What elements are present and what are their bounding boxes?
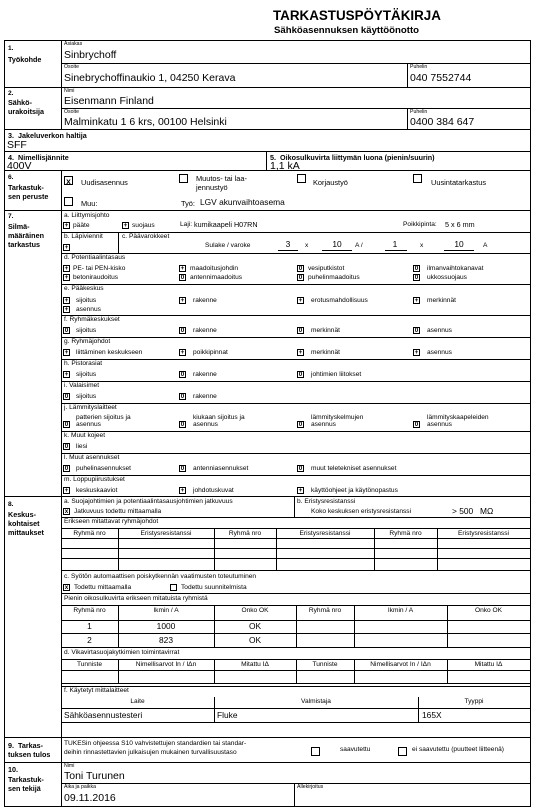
s7a-paate-label: pääte (73, 222, 90, 229)
s2-address-value: Malminkatu 1 6 krs, 00100 Helsinki (64, 116, 227, 128)
s7g-installation-label: asennus (427, 349, 452, 356)
s8b-title: b. Eristysresistanssi (297, 498, 356, 505)
s7d-water-pipes-label: vesiputkistot (308, 265, 345, 272)
s1-address-value: Sinebrychoffinaukio 1, 04250 Kerava (64, 72, 236, 84)
s7m-wiring-label: johdotuskuvat (193, 487, 234, 494)
s7j-heating-film-checkbox[interactable]: 0 (298, 421, 303, 428)
page-subtitle: Sähköasennuksen käyttöönotto (274, 25, 419, 36)
s7g-cross-section-label: poikkipinnat (193, 349, 228, 356)
s7d-pe-checkbox[interactable]: + (64, 265, 69, 272)
basis-modification-checkbox[interactable] (179, 174, 188, 183)
instr-type-value: 165X (422, 710, 442, 720)
s7l-phone-checkbox[interactable]: 0 (64, 465, 69, 472)
instr-head-type: Tyyppi (464, 698, 484, 705)
s2-number: 2. (8, 90, 14, 97)
s7c-title: c. Päävarokkeet (122, 233, 170, 240)
sc-row1-group: 1 (87, 621, 92, 631)
s7c-a1: A / (355, 242, 363, 249)
s7d-title: d. Potentiaalintasaus (64, 254, 126, 261)
sc-head-ik-1: Ikmin / A (153, 607, 179, 614)
s7d-earth-conductor-label: maadoitusjohdin (190, 265, 239, 272)
s7f-structure-label: rakenne (193, 327, 217, 334)
basis-new-install-label: Uudisasennus (81, 178, 128, 187)
basis-modification-label-l2: jennustyö (196, 183, 228, 192)
result-achieved-checkbox[interactable] (311, 747, 320, 756)
contractor-name-value: Eisenmann Finland (64, 95, 154, 107)
s7l-title: l. Muut asennukset (64, 454, 120, 461)
s7a-laji-label: Laji: (180, 221, 193, 228)
s7d-lightning-label: ukkossuojaus (427, 274, 467, 281)
s8b-value: > 500 (452, 506, 474, 516)
s7k-stove-label: liesi (76, 443, 88, 450)
short-circuit-title: Pienin oikosulkuvirta erikseen mitatuista ryhmistä (64, 595, 208, 602)
s7d-phone-earth-label: puhelinmaadoitus (308, 274, 360, 281)
s2-address-label: Osoite (64, 109, 79, 115)
s5-label: Oikosulkuvirta liittymän luona (pienin/suurin) (280, 153, 435, 162)
s8b-label: Koko keskuksen eristysresistanssi (311, 508, 412, 515)
s8-label-l1: Keskus- (8, 510, 36, 519)
s7l-phone-label: puhelinasennukset (76, 465, 131, 472)
s8c-measured-checkbox[interactable]: x (64, 584, 69, 591)
basis-reinspection-label: Uusintatarkastus (431, 178, 487, 187)
s8a-title: a. Suojajohtimien ja potentiaalintasausjohtimien jatkuvuus (64, 498, 233, 505)
sc-row2-ok: OK (248, 635, 262, 645)
s7m-manuals-checkbox[interactable]: + (298, 487, 303, 494)
result-achieved-label: saavutettu (340, 746, 371, 753)
s7a-laji-value: kumikaapeli H07RN (194, 220, 258, 229)
s7j-title: j. Lämmityslaitteet (64, 404, 117, 411)
s7e-markings-checkbox[interactable]: + (414, 297, 419, 304)
page-title: TARKASTUSPÖYTÄKIRJA (273, 8, 441, 23)
s10-number: 10. (8, 765, 18, 774)
rcd-head-id-1: Tunniste (76, 661, 103, 668)
s7j-sauna-label-l1: kiukaan sijoitus ja (193, 414, 245, 421)
ins-head-resistance-2: Eristysresistanssi (299, 530, 351, 537)
s7h-location-checkbox[interactable]: + (64, 371, 69, 378)
s7c-x2: x (420, 242, 424, 249)
s8-label-l2: kohtaiset (8, 519, 40, 528)
rcd-head-measured-2: Mitattu IΔ (474, 661, 503, 668)
s8b-unit: MΩ (480, 506, 494, 516)
s7c-v2: 10 (332, 239, 342, 249)
s8f-title: f. Käytetyt mittalaitteet (64, 687, 129, 694)
s5-value: 1,1 kA (270, 160, 300, 172)
ins-head-group-2: Ryhmä nro (228, 530, 262, 537)
s3-label: Jakeluverkon haltija (18, 131, 87, 140)
s4-label: Nimellisjännite (18, 153, 69, 162)
s2-phone-value: 0400 384 647 (410, 116, 475, 128)
s7d-ventilation-checkbox[interactable]: 0 (414, 265, 419, 272)
s7d-earth-conductor-checkbox[interactable]: + (180, 265, 185, 272)
basis-other-label: Muu: (81, 199, 98, 208)
s8c-title: c. Syötön automaattisen poiskytkennän vaatimusten toteutuminen (64, 573, 257, 580)
s7a-suojaus-label: suojaus (132, 222, 155, 229)
s7m-diagrams-label: keskuskaaviot (76, 487, 118, 494)
s7e-title: e. Pääkeskus (64, 285, 104, 292)
s7d-rebar-label: betoniraudoitus (73, 274, 119, 281)
work-value: LGV akunvaihtoasema (200, 197, 285, 207)
s7g-markings-label: merkinnät (311, 349, 340, 356)
s6-number: 6. (8, 174, 14, 181)
s7i-structure-label: rakenne (193, 393, 217, 400)
rcd-head-rating-2: Nimellisarvot In / IΔn (370, 661, 431, 668)
date-place-value: 09.11.2016 (64, 792, 116, 804)
s10-label-l2: sen tekijä (8, 784, 41, 793)
s7m-manuals-label: käyttöohjeet ja käytönopastus (311, 487, 398, 494)
s9-text-l1: TUKESin ohjeessa S10 vahvistettujen standardien tai standar- (64, 740, 247, 747)
s5-number: 5. (270, 153, 276, 162)
rcd-head-measured-1: Mitattu IΔ (241, 661, 269, 668)
s3-value: SFF (7, 139, 27, 151)
s7e-isolation-label: erotusmahdollisuus (311, 297, 368, 304)
s7i-location-label: sijoitus (76, 393, 97, 400)
result-not-achieved-label: ei saavutettu (puutteet liitteenä) (412, 746, 505, 753)
inspector-name-value: Toni Turunen (64, 770, 125, 782)
s7i-title: i. Valaisimet (64, 382, 100, 389)
result-not-achieved-checkbox[interactable] (398, 747, 407, 756)
basis-other-checkbox[interactable] (64, 197, 73, 206)
s7-label-l1: Silmä- (8, 222, 30, 231)
s7m-diagrams-checkbox[interactable]: + (64, 487, 69, 494)
insulation-table-title: Erikseen mitattavat ryhmäjohdot (64, 518, 159, 525)
sc-row1-ok: OK (248, 621, 262, 631)
contractor-name-label: Nimi (64, 88, 75, 94)
s7l-antenna-label: antenniasennukset (193, 465, 249, 472)
basis-repair-label: Korjaustyö (313, 178, 348, 187)
s8d-title: d. Vikavirtasuojakytkimien toimintavirrat (64, 649, 180, 656)
s7c-v1: 3 (285, 239, 291, 249)
s7f-installation-checkbox[interactable]: 0 (414, 327, 419, 334)
s7-label-l2: määräinen (8, 231, 44, 240)
s7d-lightning-checkbox[interactable]: 0 (414, 274, 419, 281)
s2-phone-label: Puhelin (410, 109, 428, 115)
s7j-sauna-label-l2: asennus (193, 421, 218, 428)
s7g-title: g. Ryhmäjohdot (64, 338, 111, 345)
s7g-connection-checkbox[interactable]: + (64, 349, 69, 356)
s7j-heating-cable-label-l1: lämmityskaapeleiden (427, 414, 489, 421)
sc-row2-ik: 823 (159, 635, 173, 645)
s6-label-l2: sen peruste (8, 192, 49, 201)
s7m-wiring-checkbox[interactable]: + (180, 487, 185, 494)
s2-label-l1: Sähkö- (8, 98, 32, 107)
s7e-markings-label: merkinnät (427, 297, 456, 304)
s8a-continuity-checkbox[interactable]: x (64, 508, 69, 515)
s7e-installation-label: asennus (76, 306, 101, 313)
s7d-rebar-checkbox[interactable]: + (64, 274, 69, 281)
s3-number: 3. (8, 131, 14, 140)
s7j-radiators-label-l1: patterien sijoitus ja (76, 414, 131, 421)
s7m-title: m. Loppupiirustukset (64, 476, 125, 483)
s9-label-l1: Tarkas- (18, 741, 44, 750)
s7f-location-checkbox[interactable]: 0 (64, 327, 69, 334)
s7a-suojaus-checkbox[interactable]: + (123, 222, 128, 229)
instr-maker-value: Fluke (217, 710, 238, 720)
s4-number: 4. (8, 153, 14, 162)
s1-address-label: Osoite (64, 64, 79, 70)
sc-row2-group: 2 (87, 635, 92, 645)
work-label: Työ: (181, 199, 195, 208)
s7k-title: k. Muut kojeet (64, 432, 106, 439)
s1-label: Työkohde (8, 55, 42, 64)
ins-head-group-3: Ryhmä nro (389, 530, 422, 537)
sc-head-group-2: Ryhmä nro (308, 607, 342, 614)
s4-value: 400V (7, 160, 32, 172)
s7j-radiators-checkbox[interactable]: 0 (64, 421, 69, 428)
s7c-fuse-label: Sulake / varoke (205, 242, 251, 249)
s7h-location-label: sijoitus (76, 371, 97, 378)
s7h-title: h. Pistorasiat (64, 360, 103, 367)
s7a-title: a. Liittymisjohto (64, 212, 110, 219)
s7d-pe-label: PE- tai PEN-kisko (73, 265, 126, 272)
client-value: Sinbrychoff (64, 49, 117, 61)
s8c-plans-label: Todettu suunnitelmista (181, 584, 247, 591)
signature-label: Allekirjoitus (297, 784, 324, 790)
s7j-sauna-checkbox[interactable]: 0 (180, 421, 185, 428)
basis-modification-label-l1: Muutos- tai laa- (196, 174, 247, 183)
ins-head-resistance-3: Eristysresistanssi (458, 530, 509, 537)
sc-head-ik-2: Ikmin / A (387, 607, 414, 614)
s1-phone-label: Puhelin (410, 64, 428, 70)
s1-number: 1. (8, 45, 14, 52)
s2-label-l2: urakoitsija (8, 107, 44, 116)
s7g-cross-section-checkbox[interactable]: + (180, 349, 185, 356)
s7a-paate-checkbox[interactable]: + (64, 222, 69, 229)
s7i-location-checkbox[interactable]: 0 (64, 393, 69, 400)
s7e-structure-label: rakenne (193, 297, 217, 304)
s7h-terminations-checkbox[interactable]: 0 (298, 371, 303, 378)
s7l-antenna-checkbox[interactable]: 0 (180, 465, 185, 472)
s7d-water-pipes-checkbox[interactable]: 0 (298, 265, 303, 272)
s7h-structure-checkbox[interactable]: 0 (180, 371, 185, 378)
s7-number: 7. (8, 213, 14, 220)
s7f-markings-label: merkinnät (311, 327, 340, 334)
s8a-continuity-label: Jatkuvuus todettu mittaamalla (74, 508, 162, 515)
s7e-structure-checkbox[interactable]: + (180, 297, 185, 304)
instr-head-maker: Valmistaja (301, 698, 331, 705)
s7g-connection-label: liittäminen keskukseen (76, 349, 143, 356)
s7k-stove-checkbox[interactable]: 0 (64, 443, 69, 450)
s9-text-l2: deihin rinnastettavien julkaisujen mukainen turvallisuustaso (64, 749, 237, 756)
s7d-antenna-earth-label: antennimaadoitus (190, 274, 243, 281)
rcd-head-id-2: Tunniste (312, 661, 338, 668)
basis-repair-checkbox[interactable] (297, 174, 306, 183)
inspector-name-label: Nimi (64, 763, 75, 769)
sc-head-group-1: Ryhmä nro (73, 607, 106, 614)
s8-label-l3: mittaukset (8, 528, 44, 537)
ins-head-group-1: Ryhmä nro (73, 530, 106, 537)
s1-phone-value: 040 7552744 (410, 72, 472, 84)
instr-head-device: Laite (130, 698, 145, 705)
s9-number: 9. (8, 741, 14, 750)
s7l-telecom-label: muut teletekniset asennukset (311, 465, 397, 472)
rcd-head-rating-1: Nimellisarvot In / IΔn (135, 661, 197, 668)
s7f-installation-label: asennus (427, 327, 452, 334)
s7g-installation-checkbox[interactable]: + (414, 349, 419, 356)
s7h-structure-label: rakenne (193, 371, 217, 378)
s7-label-l3: tarkastus (8, 240, 40, 249)
s9-label-l2: tuksen tulos (8, 750, 51, 759)
s7c-v3: 1 (392, 239, 398, 249)
s7a-poikkipinta-value: 5 x 6 mm (445, 220, 475, 229)
s7f-structure-checkbox[interactable]: 0 (180, 327, 185, 334)
sc-head-ok-1: Onko OK (241, 607, 269, 614)
s7l-telecom-checkbox[interactable]: 0 (298, 465, 303, 472)
date-place-label: Aika ja paikka (64, 784, 97, 790)
s7f-location-label: sijoitus (76, 327, 97, 334)
s7c-x1: x (305, 242, 309, 249)
s7e-location-checkbox[interactable]: + (64, 297, 69, 304)
basis-new-install-checkbox[interactable]: x (64, 176, 73, 185)
s7b-title: b. Läpiviennit (64, 233, 103, 240)
s7h-terminations-label: johtimien liitokset (311, 371, 362, 378)
s7f-title: f. Ryhmäkeskukset (64, 316, 120, 323)
s7j-heating-cable-label-l2: asennus (427, 421, 452, 428)
s7d-phone-earth-checkbox[interactable]: 0 (298, 274, 303, 281)
s7j-heating-cable-checkbox[interactable]: 0 (414, 421, 419, 428)
s7a-poikkipinta-label: Poikkipinta: (403, 221, 437, 228)
s6-label-l1: Tarkastuk- (8, 183, 44, 192)
s7e-installation-checkbox[interactable]: + (64, 306, 69, 313)
s10-label-l1: Tarkastuk- (8, 775, 44, 784)
s7j-heating-film-label-l1: lämmityskelmujen (311, 414, 364, 421)
basis-reinspection-checkbox[interactable] (413, 174, 422, 183)
s7d-ventilation-label: ilmanvaihtokanavat (427, 265, 484, 272)
s7f-markings-checkbox[interactable]: 0 (298, 327, 303, 334)
client-label: Asiakas (64, 41, 83, 47)
s7b-checkbox[interactable]: + (64, 244, 69, 251)
s8c-plans-checkbox[interactable] (170, 584, 177, 591)
s7d-antenna-earth-checkbox[interactable]: 0 (180, 274, 185, 281)
s7i-structure-checkbox[interactable]: 0 (180, 393, 185, 400)
sc-head-ok-2: Onko OK (474, 607, 503, 614)
s7e-location-label: sijoitus (76, 297, 97, 304)
s7j-radiators-label-l2: asennus (76, 421, 101, 428)
sc-row1-ik: 1000 (156, 621, 176, 631)
s7c-v4: 10 (454, 239, 464, 249)
instr-device-value: Sähköasennustesteri (64, 710, 143, 720)
s8-number: 8. (8, 501, 14, 508)
s7g-markings-checkbox[interactable]: + (298, 349, 303, 356)
s7c-a2: A (483, 242, 488, 249)
s7j-heating-film-label-l2: asennus (311, 421, 336, 428)
s8c-measured-label: Todettu mittaamalla (74, 584, 132, 591)
ins-head-resistance-1: Eristysresistanssi (140, 530, 192, 537)
s7e-isolation-checkbox[interactable]: + (298, 297, 303, 304)
